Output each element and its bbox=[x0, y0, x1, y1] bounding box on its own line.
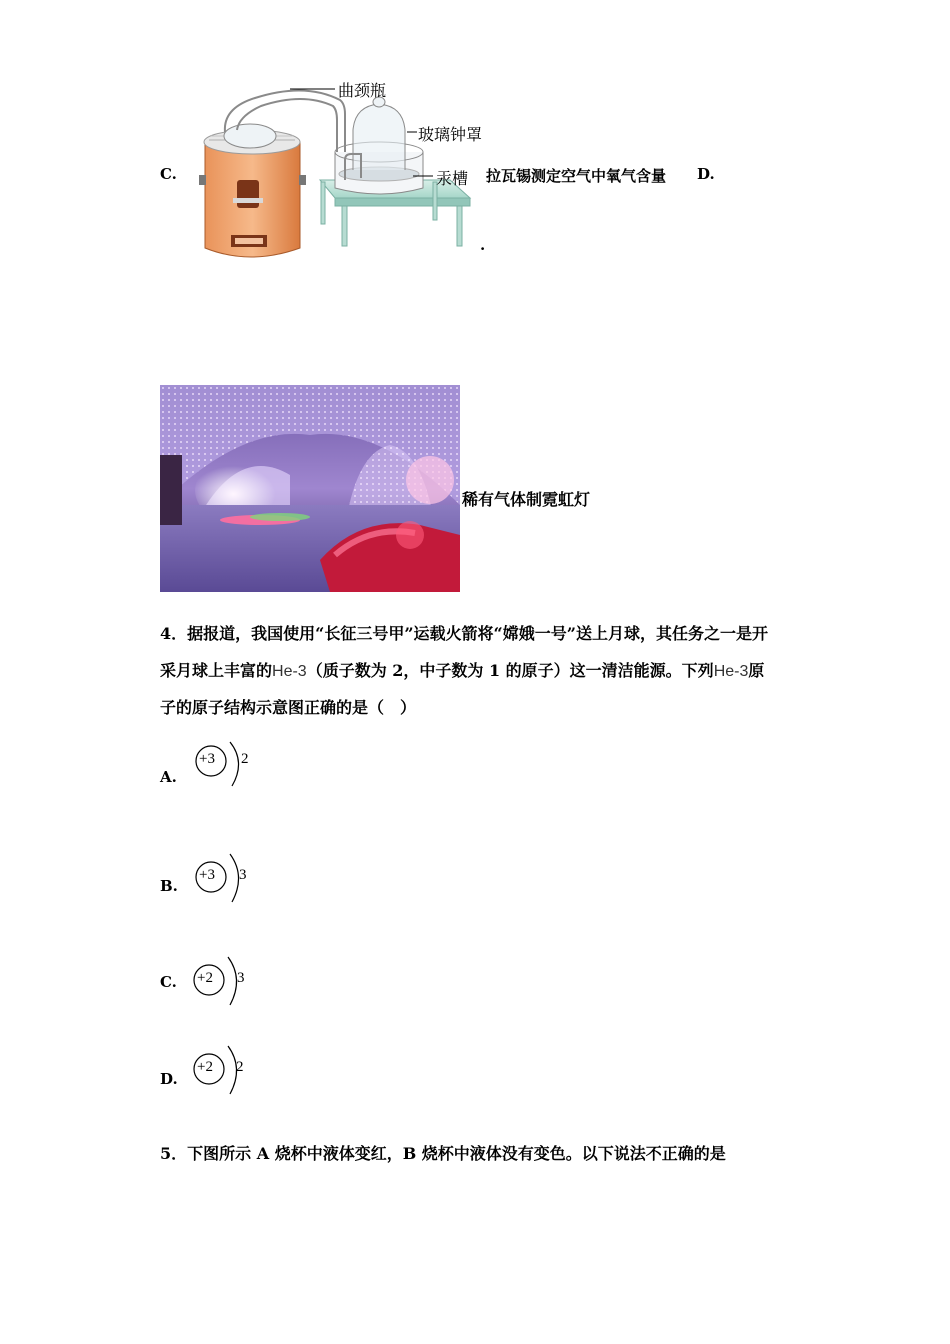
he3-symbol-2: He-3 bbox=[713, 663, 749, 680]
question4-line2-start: 采月球上丰富的 bbox=[160, 661, 273, 680]
option-a-letter: A. bbox=[160, 768, 177, 786]
stray-dot: . bbox=[480, 236, 486, 254]
he3-symbol: He-3 bbox=[272, 663, 307, 680]
electron-count: 2 bbox=[236, 1059, 244, 1075]
option-b-letter: B. bbox=[160, 877, 178, 895]
question4-line2 bbox=[160, 658, 764, 681]
option-c-letter: C. bbox=[160, 165, 177, 183]
question5-line1: 5．下图所示 A 烧杯中液体变红，B 烧杯中液体没有变色。以下说法不正确的是 bbox=[160, 1144, 726, 1163]
nucleus-charge: +3 bbox=[199, 751, 215, 767]
option-c-letter-q4: C. bbox=[160, 973, 177, 991]
question4-line2-middle: （质子数为 2，中子数为 1 的原子）这一清洁能源。下列 bbox=[306, 661, 714, 680]
option-d-letter-q4: D. bbox=[160, 1070, 178, 1088]
electron-count: 2 bbox=[241, 751, 249, 767]
experiment-caption: 拉瓦锡测定空气中氧气含量 bbox=[486, 167, 667, 185]
electron-count: 3 bbox=[237, 970, 245, 986]
flask-label: 曲颈瓶 bbox=[338, 81, 387, 100]
nucleus-charge: +2 bbox=[197, 970, 213, 986]
atom-diagram-b bbox=[194, 852, 264, 904]
neon-caption: 稀有气体制霓虹灯 bbox=[462, 490, 591, 509]
bell-jar-label: 玻璃钟罩 bbox=[418, 125, 483, 144]
question4-line2-end: 原 bbox=[748, 661, 765, 680]
electron-count: 3 bbox=[239, 867, 247, 883]
atom-diagram-d bbox=[192, 1044, 262, 1096]
atom-diagram-a bbox=[194, 738, 264, 790]
question4-line1: 4．据报道，我国使用“长征三号甲”运载火箭将“嫦娥一号”送上月球，其任务之一是开 bbox=[160, 624, 768, 643]
nucleus-charge: +3 bbox=[199, 867, 215, 883]
mercury-trough-label: 汞槽 bbox=[436, 169, 469, 188]
neon-light-tunnel-photo bbox=[160, 385, 460, 592]
nucleus-charge: +2 bbox=[197, 1059, 213, 1075]
atom-diagram-c bbox=[192, 955, 262, 1007]
question4-line3: 子的原子结构示意图正确的是（ ） bbox=[160, 698, 417, 717]
option-d-letter: D. bbox=[697, 165, 715, 183]
